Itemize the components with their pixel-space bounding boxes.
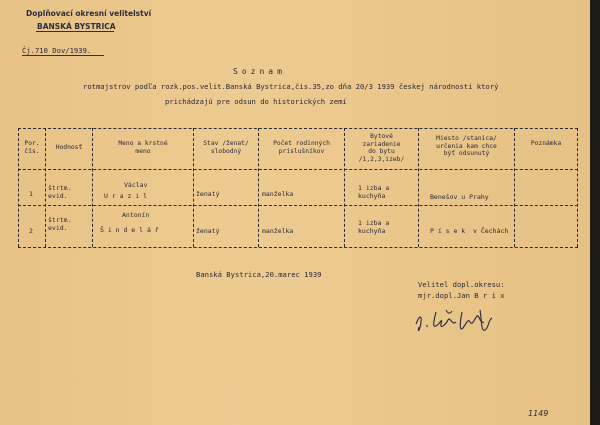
document-subtitle-line1: rotmajstrov podľa rozk.pos.velit.Banská Bystrica,čis.35,zo dňa 20/3 1939 českej národnosti ktorý [83,82,499,91]
row-destination: P í s e k v Čechách [430,227,509,235]
document-subtitle-line2: prichádzajú pre odsun do historických zemí [165,97,347,106]
row-housing: 1 izba a kuchyňa [358,219,390,235]
document-title: Soznam [233,67,286,76]
stamp-underline [36,31,114,32]
stamp-office-name: Doplňovací okresní velitelství [26,9,152,18]
row-first-name: Antonín [122,211,150,219]
header-cell-number: Por. čís. [24,140,40,155]
row-family: manželka [262,227,294,235]
row-rank: štrtm. evid. [48,216,72,232]
place-and-date: Banská Bystrica,20.marec 1939 [196,270,322,279]
handwritten-signature [410,302,530,338]
row-first-name: Václav [124,181,148,189]
header-cell-housing: Bytové zariadenie do bytu /1,2,3,izeb/ [358,133,405,163]
row-destination: Benešov u Prahy [430,193,489,201]
header-cell-status: Stav /ženat/ slobodný [203,140,249,155]
row-number: 2 [29,227,33,235]
row-rank: štrtm. evid. [48,184,72,200]
table-col-rule [577,128,578,247]
reference-underline [22,55,104,56]
row-surname: Š i n d e l á ř [100,226,159,234]
row-surname: U r a z i l [104,192,148,200]
header-cell-rank: Hodnosť [55,144,83,151]
table-rule-top [18,128,578,129]
header-cell-name: Meno a krstné meno [118,140,168,155]
table-rule-row1 [18,205,578,206]
header-cell-note: Poznámka [530,140,562,147]
stamp-city: BANSKÁ BYSTRICA [37,22,116,31]
scan-edge [590,0,600,425]
commander-name: mjr.dopl.Jan B r i x [418,291,505,300]
reference-number: Čj.710 Dov/1939. [22,46,92,55]
header-cell-family: Počet rodinných príslušníkov [273,140,330,155]
header-cell-destination: Miesto /stanica/ určenia kam chce býť odsunutý [436,135,497,158]
commander-title: Velitel dopl.okresu: [418,280,505,289]
row-family: manželka [262,190,294,198]
table-rule-header [18,169,578,170]
row-housing: 1 izba a kuchyňa [358,184,390,200]
row-status: ženatý [196,227,220,235]
row-number: 1 [29,190,33,198]
row-status: ženatý [196,190,220,198]
table-rule-bottom [18,247,578,248]
archive-number: 1149 [528,409,549,418]
